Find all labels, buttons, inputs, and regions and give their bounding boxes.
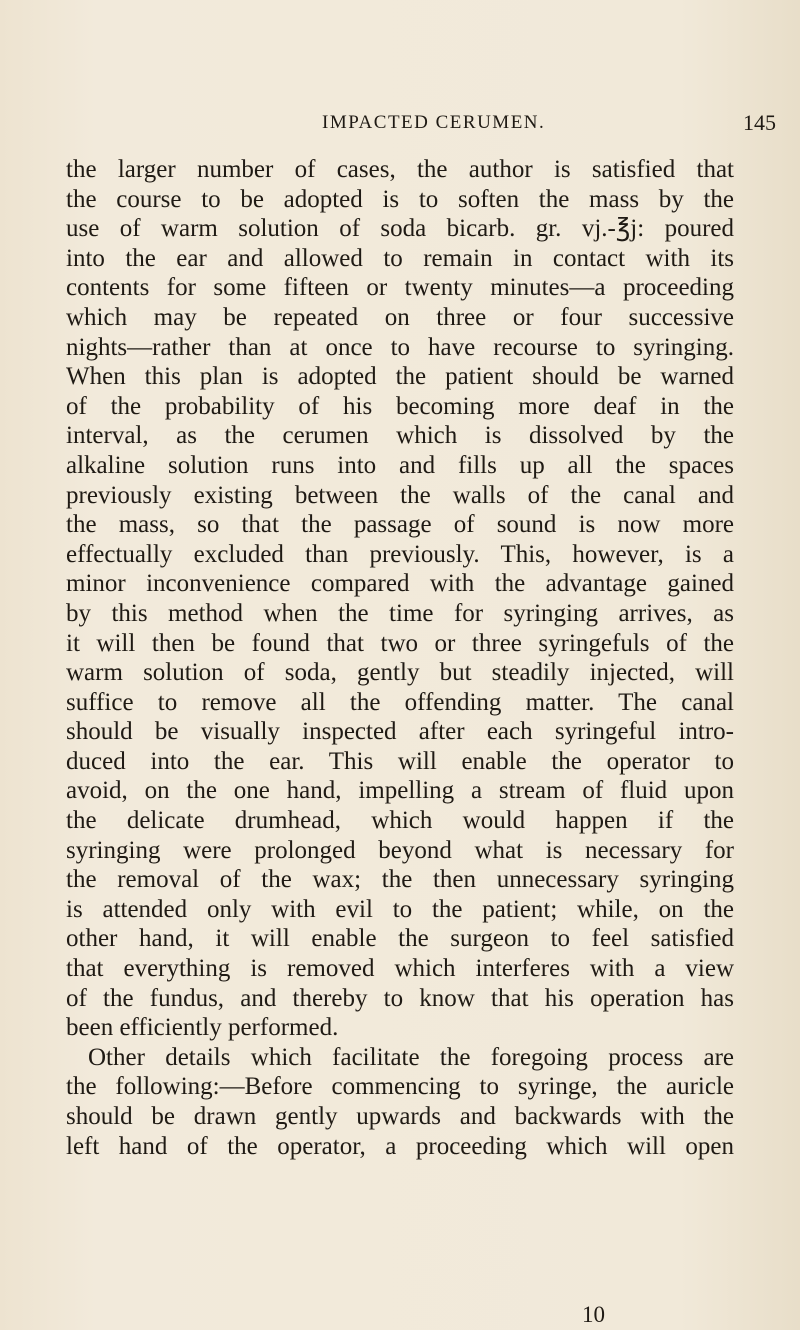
text-line: which may be repeated on three or four successive — [66, 303, 734, 331]
text-line: left hand of the operator, a proceeding which will open — [66, 1132, 734, 1160]
text-line: should be drawn gently upwards and backwards with the — [66, 1103, 734, 1130]
text-line: that everything is removed which interferes with a view — [66, 955, 734, 983]
text-line: the removal of the wax; the then unnecessary syringing — [66, 866, 734, 894]
text-line: Other details which facilitate the foregoing process are — [88, 1043, 734, 1071]
text-line: the larger number of cases, the author is satisfied that — [66, 156, 734, 183]
text-line: syringing were prolonged beyond what is necessary for — [66, 836, 734, 864]
text-line: is attended only with evil to the patient; while, on the — [66, 895, 734, 923]
running-head — [0, 112, 800, 142]
text-line: interval, as the cerumen which is dissolved by the — [66, 422, 734, 450]
signature-mark: 10 — [582, 1302, 605, 1327]
text-line: the delicate drumhead, which would happen if the — [66, 807, 734, 835]
text-line: alkaline solution runs into and fills up all the spaces — [66, 451, 734, 479]
text-line: avoid, on the one hand, impelling a stream of fluid upon — [66, 777, 734, 805]
text-line: duced into the ear. This will enable the operator to — [66, 747, 734, 775]
paragraph-2 — [66, 1043, 734, 1161]
text-line: nights—rather than at once to have recourse to syringing. — [66, 333, 734, 361]
running-title: IMPACTED CERUMEN. — [322, 112, 546, 133]
page-number: 145 — [743, 110, 776, 135]
text-line: should be visually inspected after each syringeful intro- — [66, 718, 734, 746]
text-line: the mass, so that the passage of sound is now more — [66, 511, 734, 539]
text-line: been efficiently performed. — [66, 1014, 339, 1042]
text-line: contents for some fifteen or twenty minutes—a proceeding — [66, 274, 734, 302]
text-line: of the probability of his becoming more deaf in the — [66, 392, 734, 420]
text-line: into the ear and allowed to remain in contact with its — [66, 244, 734, 272]
text-line: by this method when the time for syringing arrives, as — [66, 599, 734, 627]
text-line: of the fundus, and thereby to know that his operation has — [66, 984, 734, 1012]
paragraph-1 — [66, 155, 734, 1043]
text-line: the following:—Before commencing to syringe, the auricle — [66, 1073, 734, 1101]
text-line: use of warm solution of soda bicarb. gr. vj.-℥j: poured — [66, 215, 734, 243]
text-line: warm solution of soda, gently but steadily injected, will — [66, 659, 734, 687]
text-line: effectually excluded than previously. This, however, is a — [66, 540, 734, 568]
text-line: suffice to remove all the offending matter. The canal — [66, 688, 734, 716]
text-line: previously existing between the walls of the canal and — [66, 481, 734, 509]
body-text — [66, 155, 734, 1161]
text-line: other hand, it will enable the surgeon to feel satisfied — [66, 925, 734, 953]
text-line: minor inconvenience compared with the advantage gained — [66, 570, 734, 598]
text-line: it will then be found that two or three syringefuls of the — [66, 629, 734, 657]
text-line: the course to be adopted is to soften the mass by the — [66, 185, 734, 213]
text-line: When this plan is adopted the patient should be warned — [66, 363, 734, 391]
